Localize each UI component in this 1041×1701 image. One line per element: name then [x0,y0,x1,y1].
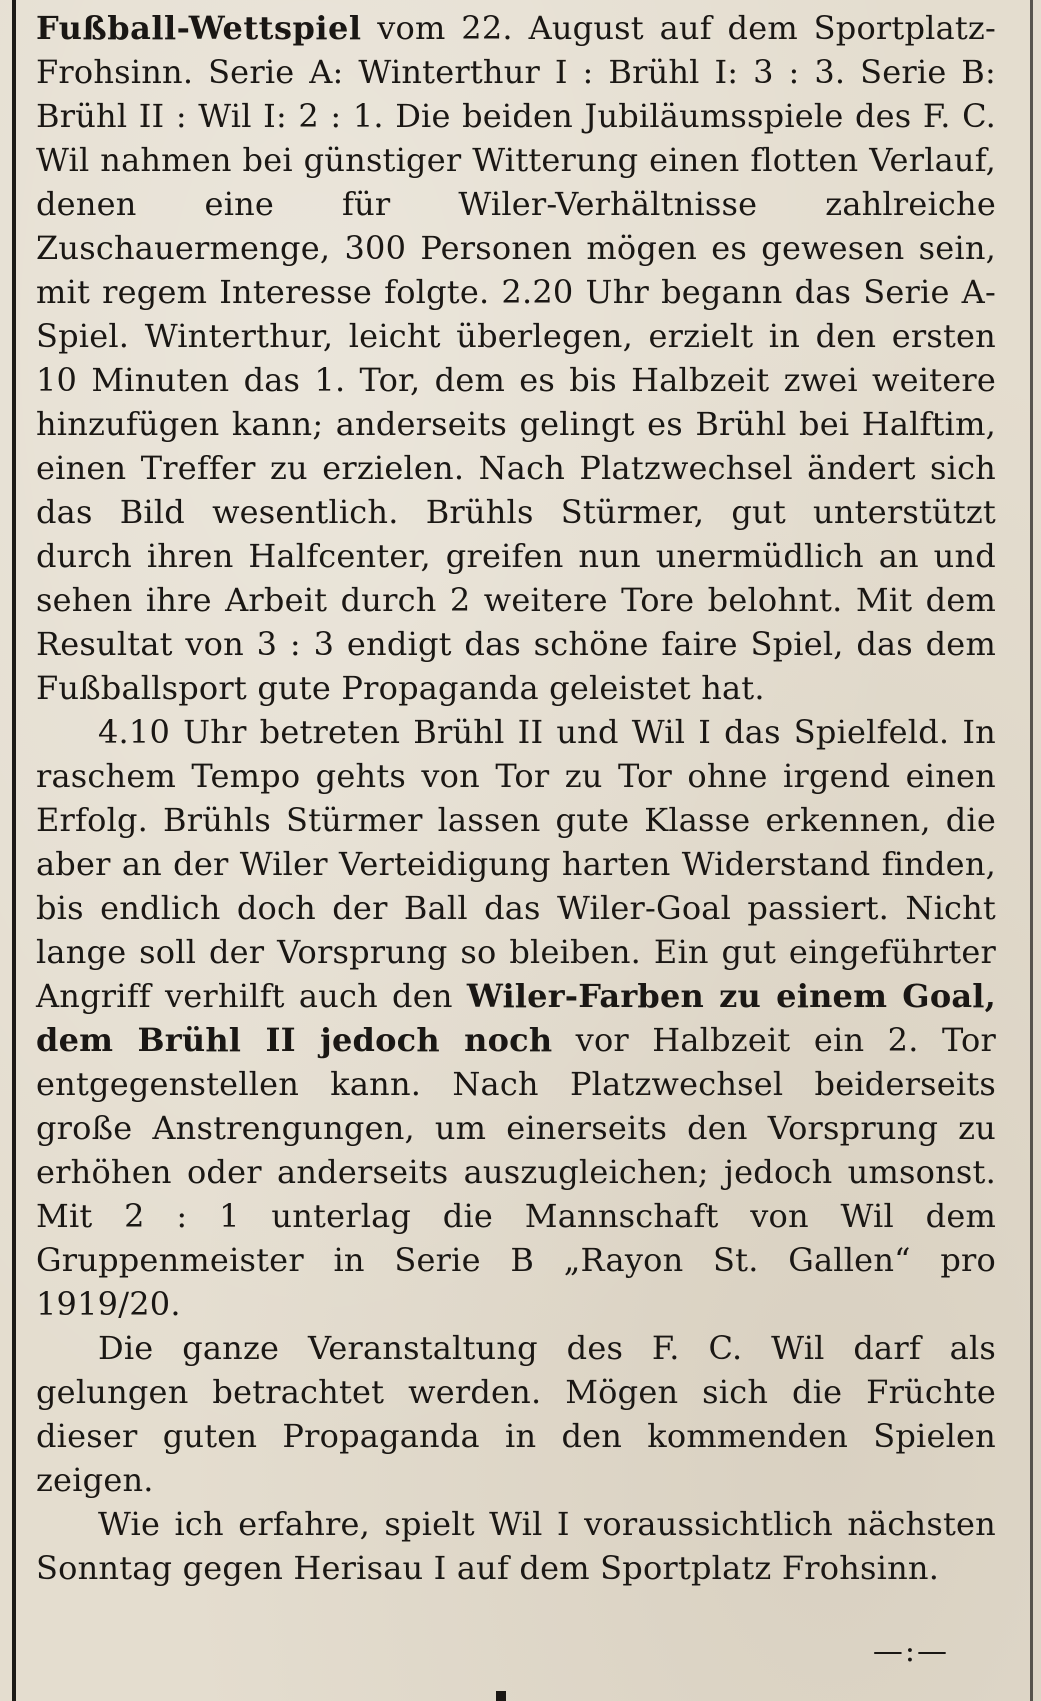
paragraph-2 [36,710,996,1326]
paragraph-text: 4.10 Uhr betreten Brühl II und Wil I das Spielfeld. In raschem Tempo gehts von Tor zu Tor ohne irgend einen Erfolg. Brühls Stürmer lassen gute Klasse erkennen, die aber an der Wiler Verteidigung harten Widerstand finden, bis endlich doch der Ball das Wiler-Goal passiert. Nicht lange soll der Vorsprung so bleiben. Ein gut eingeführter Angriff verhilft auch den [36,713,996,1015]
column-rule-left [12,0,16,1701]
paragraph-text: Die ganze Veranstaltung des F. C. Wil darf als gelungen betrachtet werden. Mögen sich die Früchte dieser guten Propaganda in den kommenden Spielen zeigen. [36,1329,996,1499]
print-mark [496,1691,506,1701]
paragraph-4 [36,1502,996,1590]
paragraph-bold-text: Wiler-Farben zu einem Goal, dem Brühl II jedoch noch [36,977,996,1059]
author-signature: —:— [872,1634,949,1669]
paragraph-text: vor Halbzeit ein 2. Tor entgegenstellen kann. Nach Platzwechsel beiderseits große Anstrengungen, um einerseits den Vorsprung zu erhöhen oder anderseits auszugleichen; jedoch umsonst. Mit 2 : 1 unterlag die Mannschaft von Wil dem Gruppenmeister in Serie B „Rayon St. Gallen“ pro 1919/20. [36,1021,996,1323]
article-body [36,6,996,1590]
article-heading: Fußball-Wettspiel [36,9,362,47]
column-rule-right [1030,0,1033,1701]
paragraph-1 [36,6,996,710]
paragraph-text: vom 22. August auf dem Sportplatz-Frohsinn. Serie A: Winterthur I : Brühl I: 3 : 3. Serie B: Brühl II : Wil I: 2 : 1. Die beiden Jubiläumsspiele des F. C. Wil nahmen bei günstiger Witterung einen flotten Verlauf, denen eine für Wiler-Verhältnisse zahlreiche Zuschauermenge, 300 Personen mögen es gewesen sein, mit regem Interesse folgte. 2.20 Uhr begann das Serie A-Spiel. Winterthur, leicht überlegen, erzielt in den ersten 10 Minuten das 1. Tor, dem es bis Halbzeit zwei weitere hinzufügen kann; anderseits gelingt es Brühl bei Halftim, einen Treffer zu erzielen. Nach Platzwechsel ändert sich das Bild wesentlich. Brühls Stürmer, gut unterstützt durch ihren Halfcenter, greifen nun unermüdlich an und sehen ihre Arbeit durch 2 weitere Tore belohnt. Mit dem Resultat von 3 : 3 endigt das schöne faire Spiel, das dem Fußballsport gute Propaganda geleistet hat. [36,9,996,707]
paragraph-3 [36,1326,996,1502]
paragraph-text: Wie ich erfahre, spielt Wil I voraussichtlich nächsten Sonntag gegen Herisau I auf dem Sportplatz Frohsinn. [36,1505,996,1587]
